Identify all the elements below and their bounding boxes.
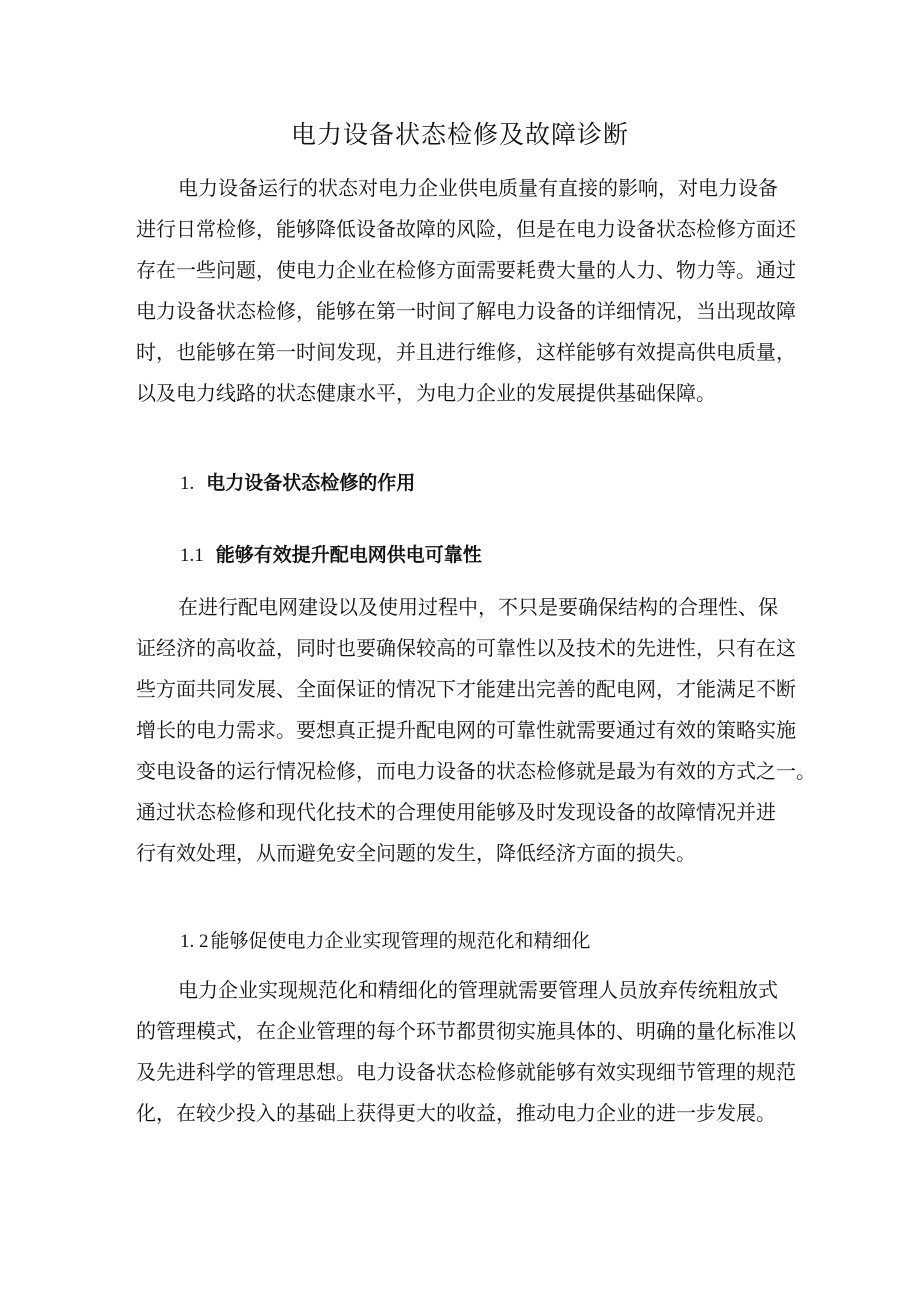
section-number: 1. 2 bbox=[180, 931, 209, 952]
section-title: 能够有效提升配电网供电可靠性 bbox=[215, 544, 482, 566]
section-number: 1.1 bbox=[180, 545, 204, 566]
paragraph-line: 些方面共同发展、全面保证的情况下才能建出完善的配电网，才能满足不断 bbox=[136, 677, 796, 701]
intro-line: 存在一些问题，使电力企业在检修方面需要耗费大量的人力、物力等。通过 bbox=[136, 258, 796, 282]
paragraph-line: 变电设备的运行情况检修，而电力设备的状态检修就是最为有效的方式之一。 bbox=[136, 759, 816, 783]
intro-line: 电力设备状态检修，能够在第一时间了解电力设备的详细情况，当出现故障 bbox=[136, 299, 796, 323]
paragraph-line: 及先进科学的管理思想。电力设备状态检修就能够有效实现细节管理的规范 bbox=[136, 1060, 796, 1084]
document-title: 电力设备状态检修及故障诊断 bbox=[290, 120, 629, 149]
section-1-1-heading bbox=[180, 540, 482, 571]
intro-line: 时，也能够在第一时间发现，并且进行维修，这样能够有效提高供电质量， bbox=[136, 340, 796, 364]
intro-line: 进行日常检修，能够降低设备故障的风险，但是在电力设备状态检修方面还 bbox=[136, 217, 796, 241]
intro-line: 以及电力线路的状态健康水平，为电力企业的发展提供基础保障。 bbox=[136, 381, 716, 405]
section-title: 能够促使电力企业实现管理的规范化和精细化 bbox=[210, 930, 591, 952]
intro-line: 电力设备运行的状态对电力企业供电质量有直接的影响，对电力设备 bbox=[178, 176, 778, 200]
section-number: 1. bbox=[180, 473, 195, 494]
section-1-1-paragraph bbox=[136, 587, 816, 874]
paragraph-line: 通过状态检修和现代化技术的合理使用能够及时发现设备的故障情况并进 bbox=[136, 800, 776, 824]
section-1-heading bbox=[180, 468, 415, 499]
paragraph-line: 增长的电力需求。要想真正提升配电网的可靠性就需要通过有效的策略实施 bbox=[136, 718, 796, 742]
section-title: 电力设备状态检修的作用 bbox=[206, 472, 416, 494]
paragraph-line: 化，在较少投入的基础上获得更大的收益，推动电力企业的进一步发展。 bbox=[136, 1101, 776, 1125]
section-1-2-heading bbox=[180, 926, 591, 957]
intro-paragraph bbox=[136, 168, 796, 414]
paragraph-line: 证经济的高收益，同时也要确保较高的可靠性以及技术的先进性，只有在这 bbox=[136, 636, 796, 660]
section-1-2-paragraph bbox=[136, 970, 796, 1134]
paragraph-line: 的管理模式，在企业管理的每个环节都贯彻实施具体的、明确的量化标准以 bbox=[136, 1019, 796, 1043]
paragraph-line: 电力企业实现规范化和精细化的管理就需要管理人员放弃传统粗放式 bbox=[178, 978, 778, 1002]
paragraph-line: 在进行配电网建设以及使用过程中，不只是要确保结构的合理性、保 bbox=[178, 595, 778, 619]
paragraph-line: 行有效处理，从而避免安全问题的发生，降低经济方面的损失。 bbox=[136, 841, 696, 865]
